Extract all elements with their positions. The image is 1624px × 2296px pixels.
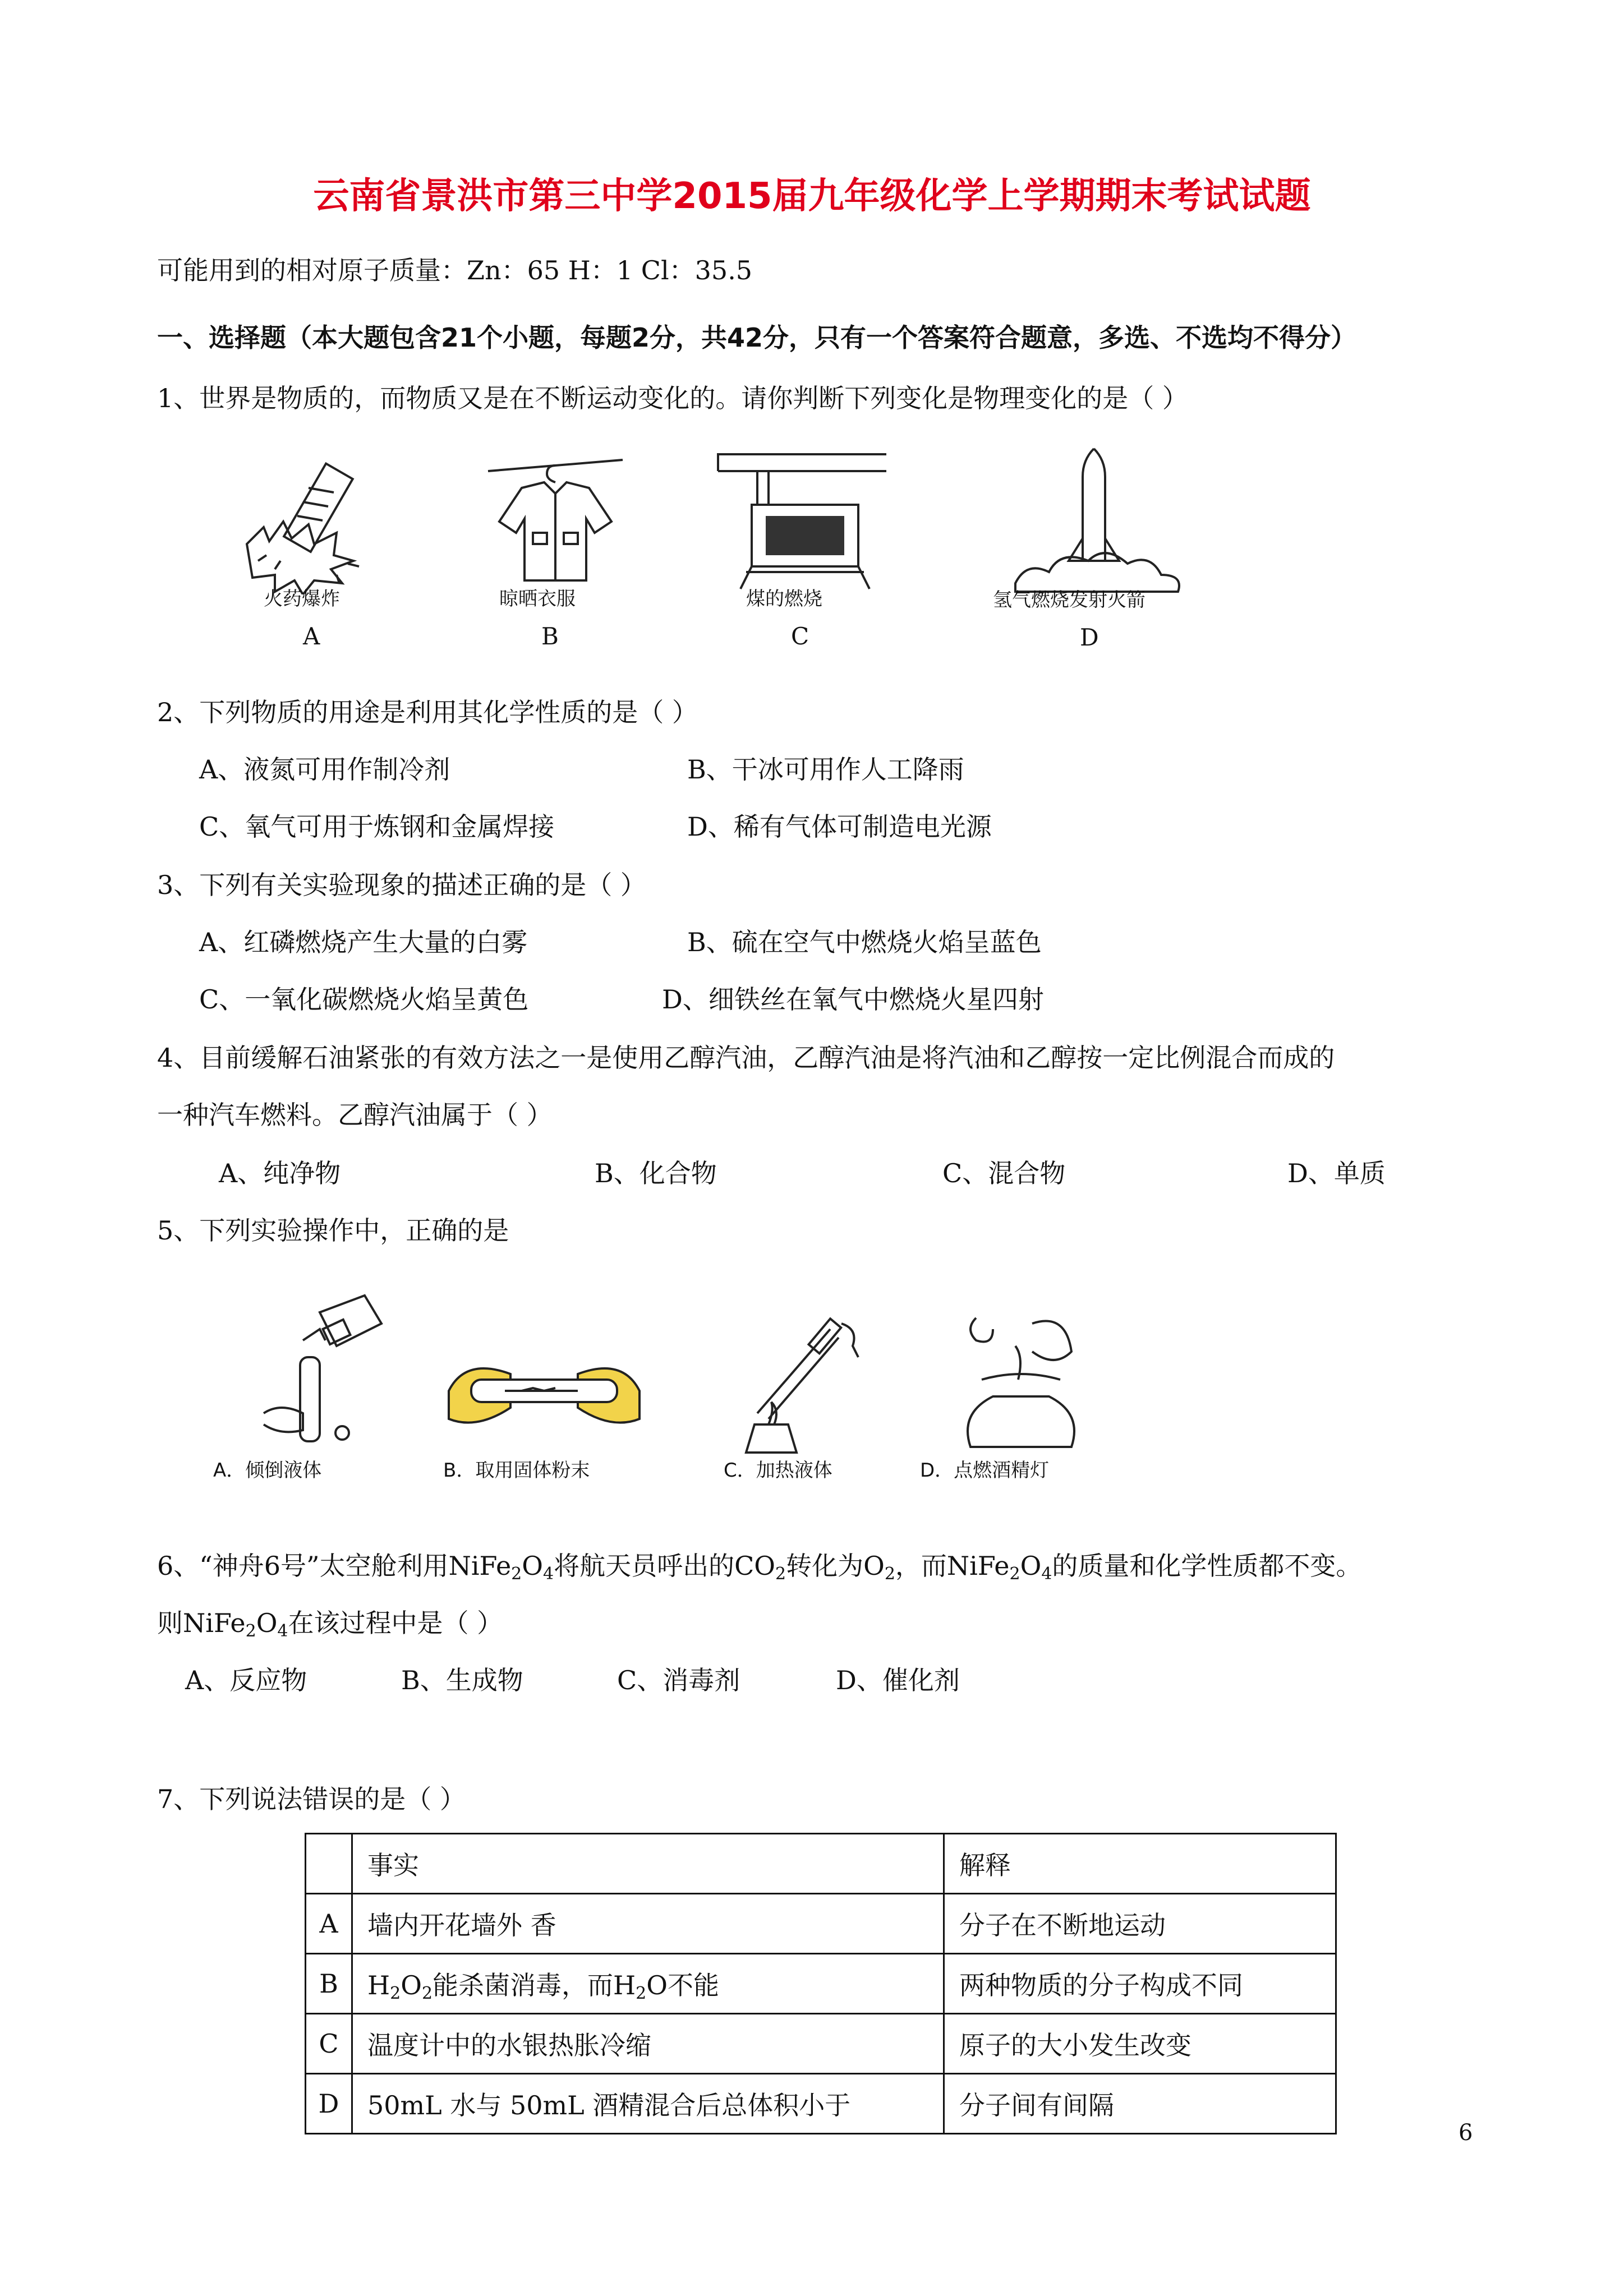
fact-part: O: [401, 1970, 422, 2000]
table-header-cell: 事实: [352, 1834, 944, 1894]
q2-option-c: C、氧气可用于炼钢和金属焊接: [199, 812, 555, 842]
q1-letter-a: A: [303, 623, 320, 650]
atomic-mass-line: 可能用到的相对原子质量：Zn：65 H：1 Cl：35.5: [157, 255, 753, 285]
question-4-stem-line1: 4、目前缓解石油紧张的有效方法之一是使用乙醇汽油，乙醇汽油是将汽油和乙醇按一定比例混合而成的: [157, 1043, 1335, 1073]
q6-subscript: 2: [775, 1564, 786, 1584]
row-fact: 墙内开花墙外 香: [352, 1894, 944, 1954]
heat-liquid-image: [712, 1312, 881, 1458]
section-heading: 一、选择题（本大题包含21个小题，每题2分，共42分，只有一个答案符合题意，多选、不选均不得分）: [157, 322, 1357, 353]
q6-formula-part: NiFe: [946, 1551, 1010, 1581]
q4-option-b: B、化合物: [595, 1158, 717, 1188]
row-explain: 原子的大小发生改变: [944, 2014, 1336, 2074]
table-row: [306, 1954, 1336, 2014]
question-4-stem-line2: 一种汽车燃料。乙醇汽油属于（ ）: [157, 1100, 553, 1130]
q1-caption-b: 晾晒衣服: [499, 588, 576, 610]
table-row: [306, 2014, 1336, 2074]
q6-option-b: B、生成物: [401, 1665, 523, 1695]
q6-option-d: D、催化剂: [836, 1665, 960, 1695]
table-header-cell: 解释: [944, 1834, 1336, 1894]
q5-caption-d: D．点燃酒精灯: [920, 1459, 1050, 1482]
q2-option-a: A、液氮可用作制冷剂: [199, 754, 450, 785]
laundry-image: [482, 449, 628, 594]
q6-text-6: 则: [157, 1608, 183, 1638]
q4-option-d: D、单质: [1287, 1158, 1386, 1188]
q5-caption-c: C．加热液体: [724, 1459, 832, 1482]
q3-option-a: A、红磷燃烧产生大量的白雾: [199, 927, 528, 957]
row-fact: 50mL 水与 50mL 酒精混合后总体积小于: [352, 2074, 944, 2134]
question-1-stem: 1、世界是物质的，而物质又是在不断运动变化的。请你判断下列变化是物理变化的是（ ）: [157, 383, 1188, 413]
q6-subscript: 2: [511, 1564, 522, 1584]
q6-subscript: 4: [277, 1621, 288, 1641]
row-letter: C: [306, 2014, 352, 2074]
q1-caption-a: 火药爆炸: [264, 588, 340, 610]
table-row: [306, 1894, 1336, 1954]
question-6-stem-line1: [157, 1549, 1361, 1583]
fact-part: O不能: [646, 1970, 719, 2000]
question-6-stem-line2: [157, 1606, 503, 1640]
q3-option-d: D、细铁丝在氧气中燃烧火星四射: [662, 984, 1044, 1015]
q6-text-2: 将航天员呼出的CO: [554, 1551, 775, 1581]
q6-text-1: 6、“神舟6号”太空舱利用: [157, 1551, 449, 1581]
q6-option-c: C、消毒剂: [617, 1665, 740, 1695]
q6-formula-nife2o4: [183, 1608, 288, 1641]
fact-part: 能杀菌消毒，而H: [433, 1970, 636, 2000]
q6-formula-part: NiFe: [448, 1551, 512, 1581]
q6-text-7: 在该过程中是（ ）: [288, 1608, 503, 1638]
q6-text-3: 转化为O: [786, 1551, 885, 1581]
fact-subscript: 2: [390, 1984, 401, 2003]
q6-option-a: A、反应物: [185, 1665, 307, 1695]
q6-subscript: 2: [884, 1564, 895, 1584]
q6-formula-part: O: [1020, 1551, 1042, 1581]
exam-title: 云南省景洪市第三中学2015届九年级化学上学期期末考试试题: [313, 176, 1311, 217]
page-number: 6: [1459, 2120, 1473, 2146]
question-7-stem: 7、下列说法错误的是（ ）: [157, 1784, 466, 1814]
fact-part: H: [367, 1970, 390, 2000]
q6-formula-part: NiFe: [183, 1608, 246, 1638]
q1-letter-d: D: [1080, 624, 1099, 651]
take-powder-image: [438, 1346, 651, 1453]
q5-caption-b: B．取用固体粉末: [443, 1459, 590, 1482]
question-3-stem: 3、下列有关实验现象的描述正确的是（ ）: [157, 870, 646, 900]
q2-option-d: D、稀有气体可制造电光源: [687, 812, 992, 842]
question-2-stem: 2、下列物质的用途是利用其化学性质的是（ ）: [157, 697, 698, 727]
row-explain: 两种物质的分子构成不同: [944, 1954, 1336, 2014]
q1-letter-c: C: [791, 623, 809, 650]
table-row: [306, 2074, 1336, 2134]
q6-formula-nife2o4: [448, 1551, 554, 1584]
table-header-cell: [306, 1834, 352, 1894]
explosion-image: [236, 449, 404, 594]
q5-caption-a: A．倾倒液体: [213, 1459, 322, 1482]
row-fact: [352, 1954, 944, 2014]
q6-formula-part: O: [256, 1608, 278, 1638]
q1-letter-b: B: [541, 623, 559, 650]
fact-subscript: 2: [636, 1984, 647, 2003]
q2-option-b: B、干冰可用作人工降雨: [687, 754, 964, 785]
pour-liquid-image: [236, 1290, 404, 1458]
q3-option-b: B、硫在空气中燃烧火焰呈蓝色: [687, 927, 1042, 957]
q4-option-c: C、混合物: [942, 1158, 1066, 1188]
table-header-row: [306, 1834, 1336, 1894]
q6-text-4: ，而: [895, 1551, 947, 1581]
row-explain: 分子在不断地运动: [944, 1894, 1336, 1954]
q6-subscript: 2: [1009, 1564, 1020, 1584]
q1-caption-c: 煤的燃烧: [746, 588, 822, 610]
row-letter: A: [306, 1894, 352, 1954]
light-lamp-image: [931, 1307, 1122, 1458]
q6-text-5: 的质量和化学性质都不变。: [1052, 1551, 1362, 1581]
row-letter: B: [306, 1954, 352, 2014]
coal-burning-image: [712, 443, 898, 600]
q4-option-a: A、纯净物: [219, 1158, 341, 1188]
q6-subscript: 4: [542, 1564, 554, 1584]
q6-formula-nife2o4: [946, 1551, 1052, 1584]
q6-subscript: 2: [245, 1621, 256, 1641]
q6-formula-part: O: [522, 1551, 543, 1581]
question-5-stem: 5、下列实验操作中，正确的是: [157, 1215, 509, 1246]
row-letter: D: [306, 2074, 352, 2134]
q1-caption-d: 氢气燃烧发射火箭: [993, 589, 1145, 611]
q3-option-c: C、一氧化碳燃烧火焰呈黄色: [199, 984, 529, 1015]
fact-subscript: 2: [421, 1984, 433, 2003]
q6-subscript: 4: [1041, 1564, 1052, 1584]
row-fact: 温度计中的水银热胀冷缩: [352, 2014, 944, 2074]
q7-table: [305, 1833, 1337, 2134]
row-explain: 分子间有间隔: [944, 2074, 1336, 2134]
